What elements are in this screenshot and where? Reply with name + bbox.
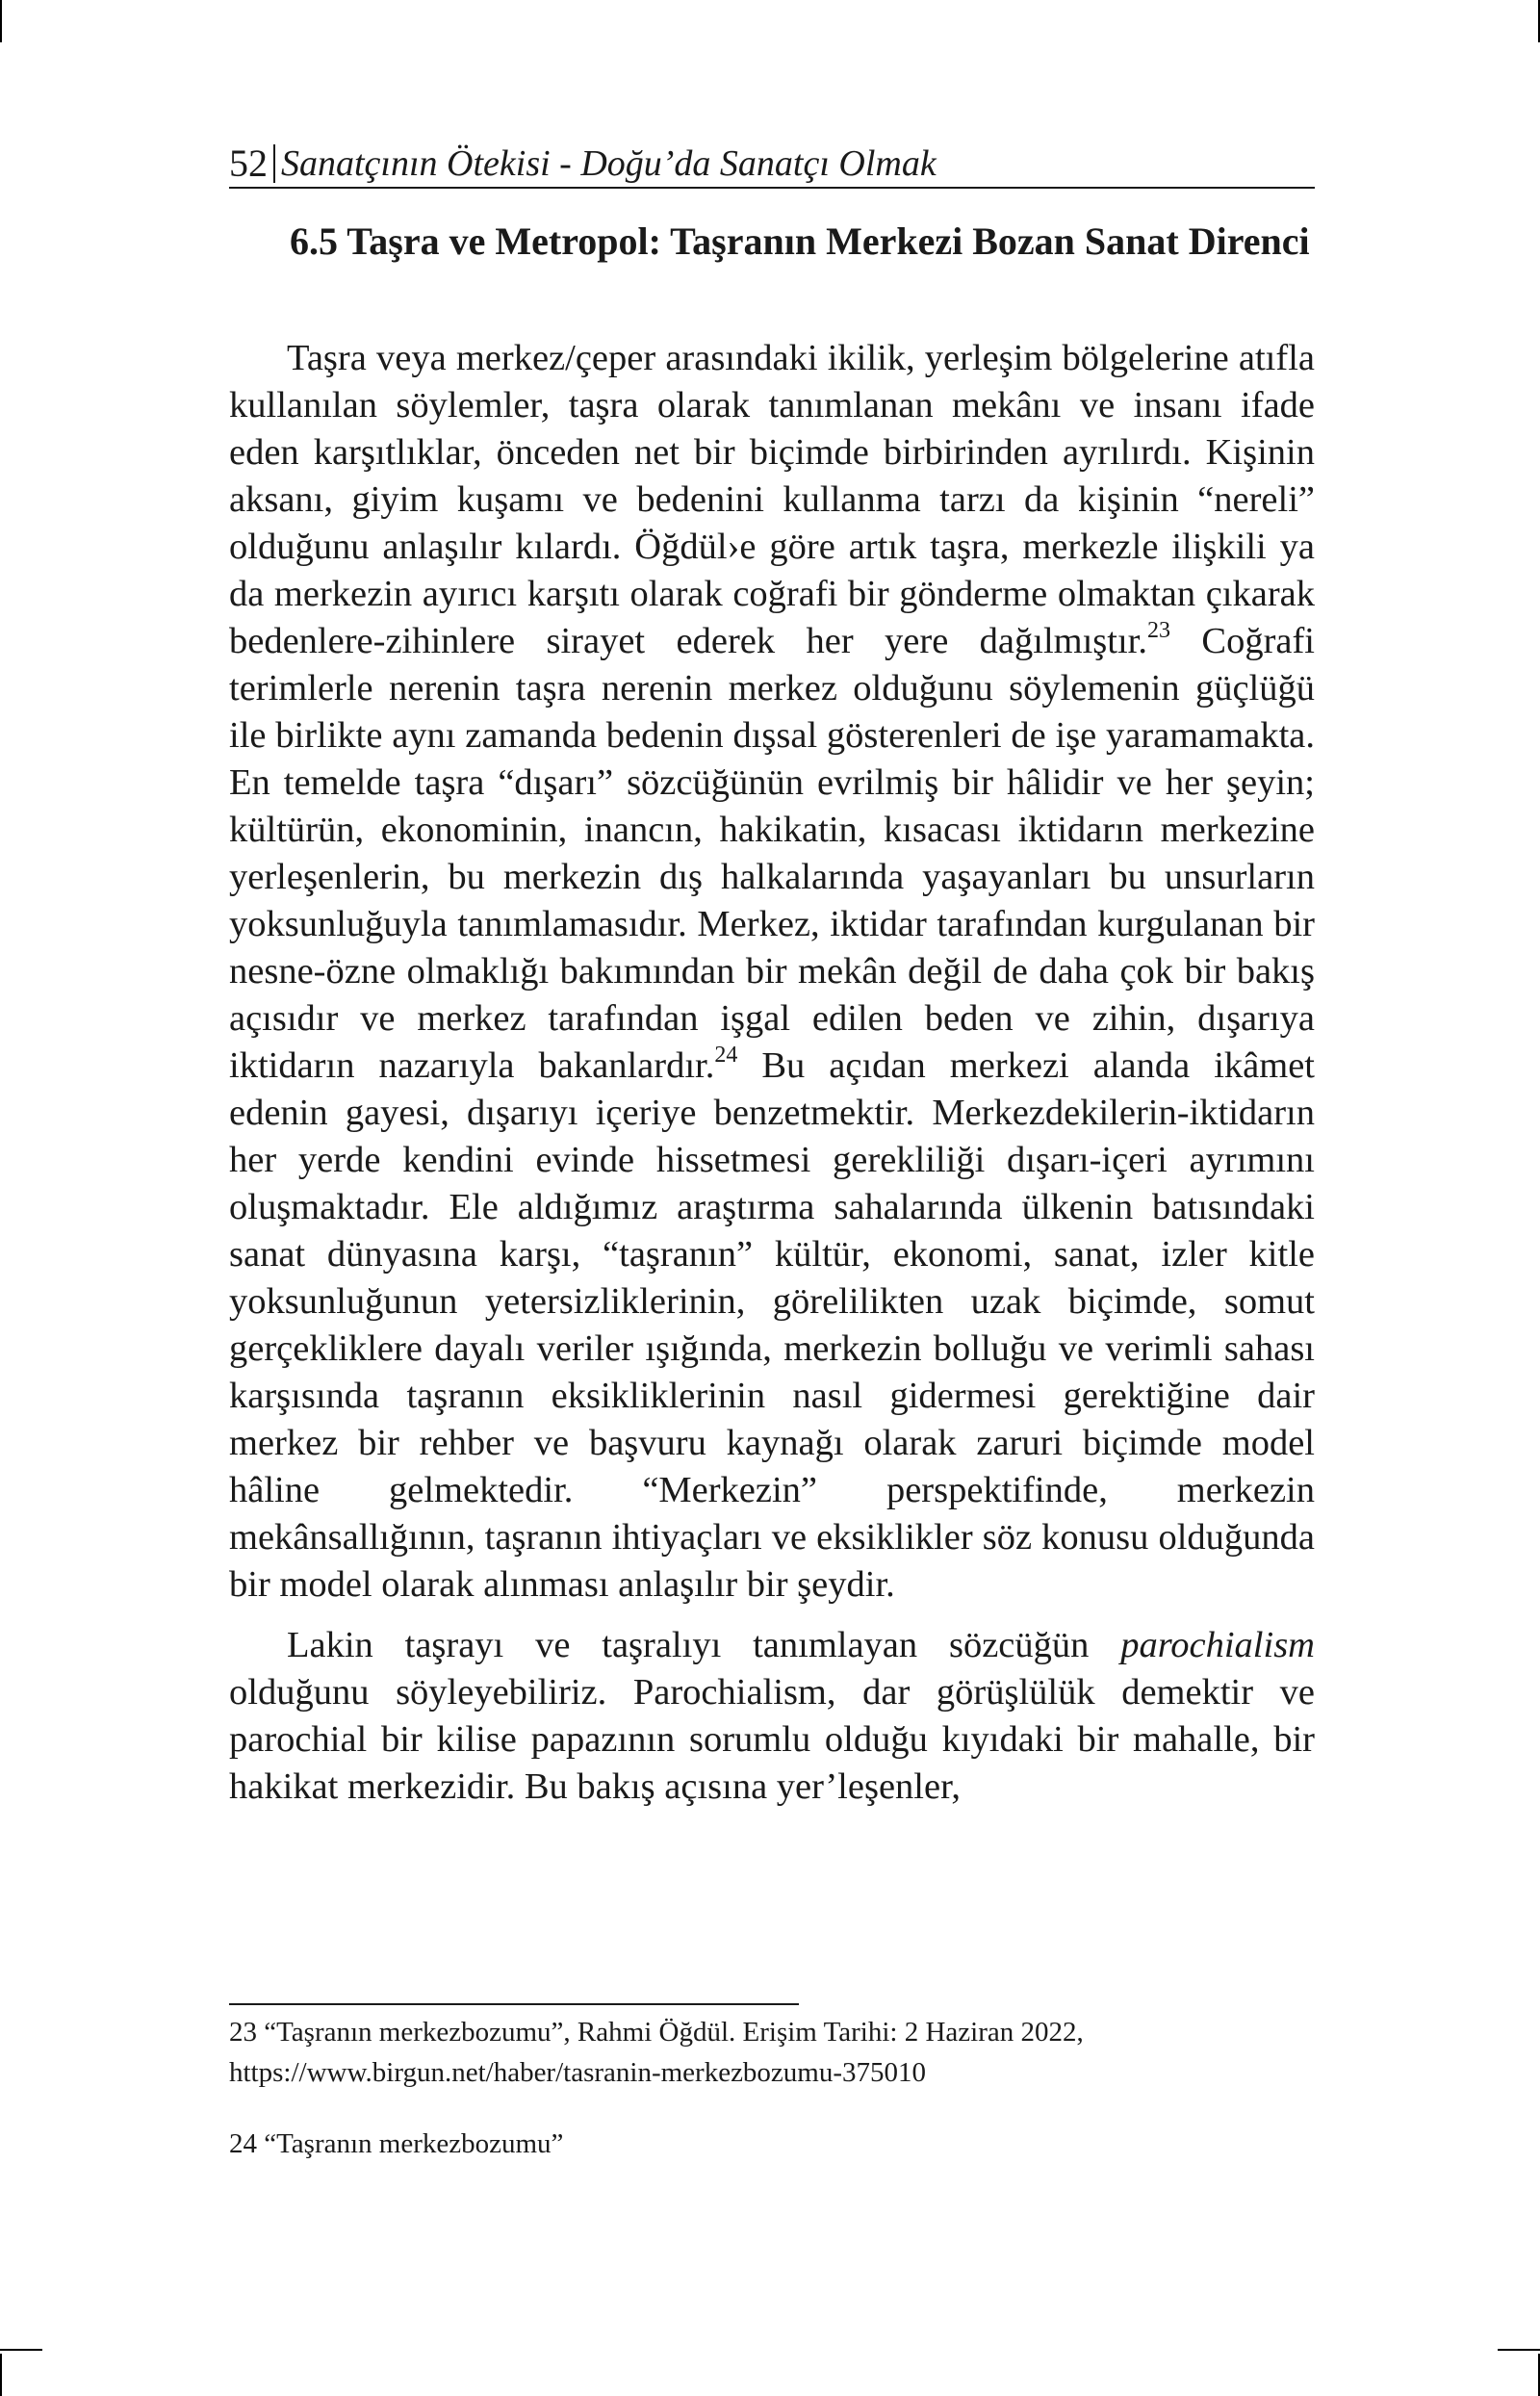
body-text <box>229 335 1315 1811</box>
paragraph-text: Taşra veya merkez/çeper arasındaki ikilik, yerleşim bölgelerine atıfla kullanılan söylemler, taşra olarak tanımlanan mekânı ve insanı ifade eden karşıtlıklar, önceden net bir biçimde birbirinden ayrılırdı. Kişinin aksanı, giyim kuşamı ve bedenini kullanma tarzı da kişinin “nereli” olduğunu anlaşılır kılardı. Öğdül›e göre artık taşra, merkezle ilişkili ya da merkezin ayırıcı karşıtı olarak coğrafi bir gönderme olmaktan çıkarak bedenlere-zihinlere sirayet ederek her yere dağılmıştır. <box>229 338 1315 661</box>
running-header <box>229 141 1315 189</box>
paragraph-text: olduğunu söyleyebiliriz. Parochialism, dar görüşlülük demektir ve parochial bir kilise papazının sorumlu olduğu kıyıdaki bir mahalle, bir hakikat merkezidir. Bu bakış açısına yer’leşenler, <box>229 1672 1315 1807</box>
footnotes <box>229 2012 1315 2164</box>
footnote: 24 “Taşranın merkezbozumu” <box>229 2128 564 2159</box>
paragraph-text: Bu açıdan merkezi alanda ikâmet edenin gayesi, dışarıyı içeriye benzetmektir. Merkezdekilerin-iktidarın her yerde kendini evinde hissetmesi gerekliliği dışarı-içeri ayrımını oluşmaktadır. Ele aldığımız araştırma sahalarında ülkenin batısındaki sanat dünyasına karşı, “taşranın” kültür, ekonomi, sanat, izler kitle yoksunluğunun yetersizliklerinin, görelilikten uzak biçimde, somut gerçekliklere dayalı veriler ışığında, merkezin bolluğu ve verimli sahası karşısında taşranın eksikliklerinin nasıl gidermesi gerektiğine dair merkez bir rehber ve başvuru kaynağı olarak zaruri biçimde model hâline gelmektedir. “Merkezin” perspektifinde, merkezin mekânsallığının, taşranın ihtiyaçları ve eksiklikler söz konusu olduğunda bir model olarak alınması anlaşılır bir şeydir. <box>229 1045 1315 1605</box>
section-heading: 6.5 Taşra ve Metropol: Taşranın Merkezi Bozan Sanat Direnci <box>290 219 1310 263</box>
footnote-ref[interactable]: 24 <box>714 1043 738 1068</box>
paragraph-text: Lakin taşrayı ve taşralıyı tanımlayan sözcüğün <box>287 1625 1121 1665</box>
paragraph <box>229 1622 1315 1811</box>
crop-mark <box>0 2354 2 2396</box>
paragraph-text: Coğrafi terimlerle nerenin taşra nerenin merkez olduğunu söylemenin güçlüğü ile birlikte aynı zamanda bedenin dışsal gösterenleri de işe yaramamakta. En temelde taşra “dışarı” sözcüğünün evrilmiş bir hâlidir ve her şeyin; kültürün, ekonominin, inancın, hakikatin, kısacası iktidarın merkezine yerleşenlerin, bu merkezin dış halkalarında yaşayanları bu unsurların yoksunluğuyla tanımlamasıdır. Merkez, iktidar tarafından kurgulanan bir nesne-özne olmaklığı bakımından bir mekân değil de daha çok bir bakış açısıdır ve merkez tarafından işgal edilen beden ve zihin, dışarıya iktidarın nazarıyla bakanlardır. <box>229 621 1315 1086</box>
page-number: 52 <box>229 144 275 183</box>
crop-mark <box>1498 2349 1540 2351</box>
crop-mark <box>0 0 2 42</box>
running-title: Sanatçının Ötekisi - Doğu’da Sanatçı Olmak <box>281 143 937 184</box>
crop-mark <box>0 2349 42 2351</box>
footnote: 23 “Taşranın merkezbozumu”, Rahmi Öğdül. Erişim Tarihi: 2 Haziran 2022, https://www.birgun.net/haber/tasranin-merkezbozumu-375010 <box>229 2017 1084 2088</box>
footnote-divider <box>229 2003 799 2005</box>
paragraph <box>229 335 1315 1609</box>
emphasized-term: parochialism <box>1120 1625 1315 1665</box>
footnote-ref[interactable]: 23 <box>1147 618 1170 643</box>
